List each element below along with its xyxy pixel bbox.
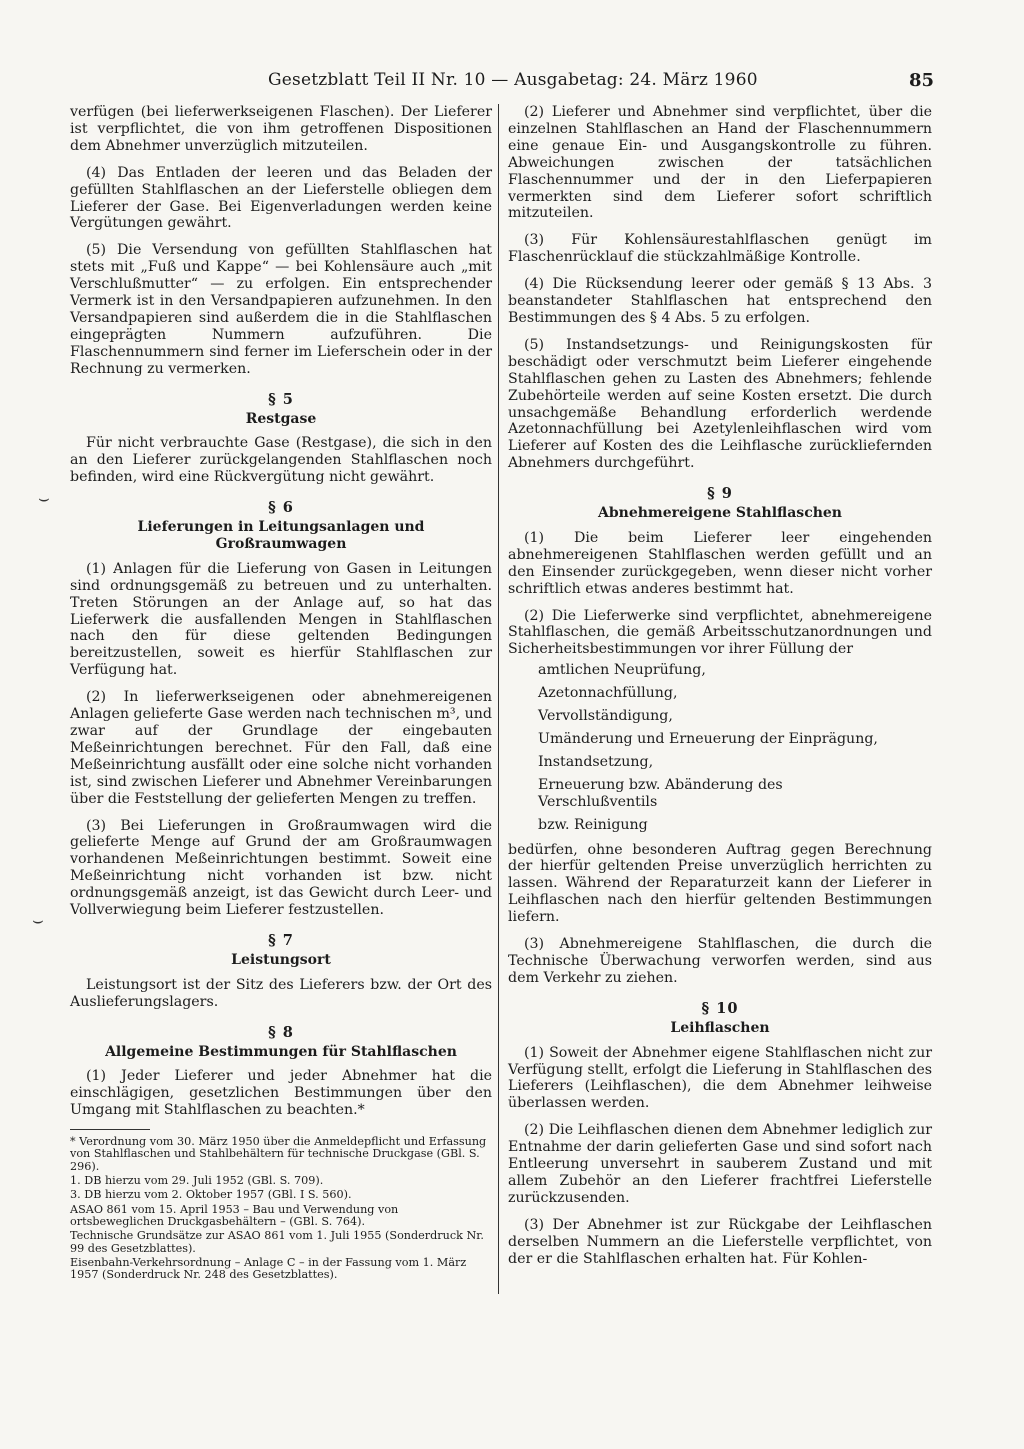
repair-list bbox=[538, 662, 932, 833]
section-number: § 6 bbox=[268, 499, 294, 517]
paragraph: verfügen (bei lieferwerkseigenen Flaschen). Der Lieferer ist verpflichtet, die von ihm getroffenen Dispositionen dem Abnehmer unverzüglich mitzuteilen. bbox=[70, 104, 492, 154]
footnote: 3. DB hierzu vom 2. Oktober 1957 (GBl. I S. 560). bbox=[70, 1188, 352, 1202]
section-title: Leistungsort bbox=[231, 951, 331, 968]
list-item: Azetonnachfüllung, bbox=[538, 685, 678, 702]
list-item: amtlichen Neuprüfung, bbox=[538, 662, 706, 679]
paragraph: (2) Die Leihflaschen dienen dem Abnehmer lediglich zur Entnahme der darin gelieferten Gase und sind sofort nach Entleerung unversehrt in sauberem Zustand und mit allem Zubehör an den Lieferer frachtfrei Lieferstelle zurückzusenden. bbox=[508, 1122, 932, 1206]
page-header bbox=[0, 70, 1024, 94]
paragraph: (1) Anlagen für die Lieferung von Gasen in Leitungen sind ordnungsgemäß zu betreuen und zu unterhalten. Treten Störungen an der Anlage auf, so hat das Lieferwerk die ausfallenden Mengen in Stahlflaschen nach den für diese geltenden Bedingungen bereitzustellen, soweit es hierfür Stahlflaschen zur Verfügung hat. bbox=[70, 560, 492, 679]
right-column bbox=[508, 104, 932, 1277]
paragraph: (1) Die beim Lieferer leer eingehenden abnehmereigenen Stahlflaschen werden gefüllt und an den Einsender zurückgegeben, wenn dieser nicht vorher schriftlich etwas anderes bestimmt hat. bbox=[508, 529, 932, 597]
paragraph: (5) Instandsetzungs- und Reinigungskosten für beschädigt oder verschmutzt beim Lieferer eingehende Stahlflaschen gehen zu Lasten des Abnehmers; fehlende Zubehörteile werden auf seine Kosten ersetzt. Die durch unsachgemäße Behandlung erforderlich werdende Azetonnachfüllung bei Azetylenleihflaschen wird vom Lieferer auf Kosten des die Leihflasche zurückliefernden Abnehmers durchgeführt. bbox=[508, 336, 932, 472]
margin-mark: ⌣ bbox=[38, 488, 50, 509]
section-number: § 7 bbox=[268, 931, 294, 949]
paragraph: (2) Lieferer und Abnehmer sind verpflichtet, über die einzelnen Stahlflaschen an Hand der Flaschennummern eine genaue Ein- und Ausgangskontrolle zu führen. Abweichungen zwischen der tatsächlichen Flaschennummer und der in den Lieferpapieren vermerkten sind dem Lieferer sofort schriftlich mitzuteilen. bbox=[508, 104, 932, 222]
paragraph: (2) In lieferwerkseigenen oder abnehmereigenen Anlagen gelieferte Gase werden nach technischen m³, und zwar auf der Grundlage der eingebauten Meßeinrichtungen berechnet. Für den Fall, daß eine Meßeinrichtung ausfällt oder eine solche nicht vorhanden ist, sind zwischen Lieferer und Abnehmer Vereinbarungen über die Feststellung der gelieferten Mengen zu treffen. bbox=[70, 689, 492, 807]
footnote: ASAO 861 vom 15. April 1953 – Bau und Verwendung von ortsbeweglichen Druckgasbehältern – (GBl. S. 764). bbox=[70, 1202, 399, 1228]
section-title: Lieferungen in Leitungsanlagen und Großraumwagen bbox=[137, 519, 425, 552]
section-title: Allgemeine Bestimmungen für Stahlflaschen bbox=[105, 1043, 457, 1060]
footnote: 1. DB hierzu vom 29. Juli 1952 (GBl. S. 709). bbox=[70, 1174, 324, 1188]
list-item: Umänderung und Erneuerung der Einprägung, bbox=[538, 731, 878, 747]
paragraph: bedürfen, ohne besonderen Auftrag gegen Berechnung der hierfür geltenden Preise unverzüglich herrichten zu lassen. Während der Reparaturzeit kann der Lieferer in Leihflaschen nach den hierfür geltenden Bestimmungen liefern. bbox=[508, 841, 932, 926]
paragraph: (4) Die Rücksendung leerer oder gemäß § 13 Abs. 3 beanstandeter Stahlflaschen hat entsprechend den Bestimmungen des § 4 Abs. 5 zu erfolgen. bbox=[508, 276, 932, 326]
paragraph: Für nicht verbrauchte Gase (Restgase), die sich in den an den Lieferer zurückgelangenden Stahlflaschen noch befinden, wird eine Rückvergütung nicht gewährt. bbox=[70, 435, 492, 486]
section-number: § 8 bbox=[268, 1023, 294, 1041]
section-title: Abnehmereigene Stahlflaschen bbox=[598, 505, 842, 522]
list-item: Erneuerung bzw. Abänderung des Verschlußventils bbox=[538, 776, 783, 810]
paragraph: Leistungsort ist der Sitz des Lieferers bzw. der Ort des Auslieferungslagers. bbox=[70, 976, 492, 1010]
paragraph: (1) Jeder Lieferer und jeder Abnehmer hat die einschlägigen, gesetzlichen Bestimmungen über den Umgang mit Stahlflaschen zu beachten.* bbox=[70, 1068, 492, 1119]
section-number: § 10 bbox=[701, 999, 739, 1017]
list-item: Vervollständigung, bbox=[538, 708, 673, 725]
paragraph: (3) Bei Lieferungen in Großraumwagen wird die gelieferte Menge auf Grund der am Großraumwagen vorhandenen Meßeinrichtungen bestimmt. Soweit eine Meßeinrichtung nicht vorhanden ist bzw. nicht ordnungsgemäß anzeigt, ist das Gewicht durch Leer- und Vollverwiegung beim Lieferer festzustellen. bbox=[70, 817, 492, 919]
footnote: Eisenbahn-Verkehrsordnung – Anlage C – in der Fassung vom 1. März 1957 (Sonderdruck Nr. 248 des Gesetzblattes). bbox=[70, 1255, 467, 1282]
section-number: § 9 bbox=[707, 485, 733, 503]
paragraph: (1) Soweit der Abnehmer eigene Stahlflaschen nicht zur Verfügung stellt, erfolgt die Lieferung in Stahlflaschen des Lieferers (Leihflaschen), die dem Abnehmer leihweise überlassen werden. bbox=[508, 1044, 932, 1112]
footnote-rule bbox=[70, 1129, 150, 1130]
header-title: Gesetzblatt Teil II Nr. 10 — Ausgabetag: 24. März 1960 bbox=[268, 70, 758, 90]
paragraph: (2) Die Lieferwerke sind verpflichtet, abnehmereigene Stahlflaschen, die gemäß Arbeitsschutzanordnungen und Sicherheitsbestimmungen vor ihrer Füllung der bbox=[508, 607, 932, 658]
footnotes bbox=[70, 1136, 492, 1281]
margin-mark: ⌣ bbox=[32, 910, 44, 931]
left-column bbox=[70, 104, 492, 1283]
paragraph: (3) Für Kohlensäurestahlflaschen genügt im Flaschenrücklauf die stückzahlmäßige Kontrolle. bbox=[508, 232, 932, 266]
section-number: § 5 bbox=[268, 390, 294, 408]
paragraph: (3) Der Abnehmer ist zur Rückgabe der Leihflaschen derselben Nummern an die Lieferstelle verpflichtet, von der er die Stahlflaschen erhalten hat. Für Kohlen- bbox=[508, 1216, 932, 1267]
section-title: Restgase bbox=[245, 410, 317, 427]
page-number: 85 bbox=[908, 70, 934, 91]
footnote: * Verordnung vom 30. März 1950 über die Anmeldepflicht und Erfassung von Stahlflaschen und Stahlbehältern für technische Druckgase (GBl. S. 296). bbox=[70, 1135, 487, 1173]
list-item: Instandsetzung, bbox=[538, 753, 654, 770]
footnote: Technische Grundsätze zur ASAO 861 vom 1. Juli 1955 (Sonderdruck Nr. 99 des Gesetzblattes). bbox=[70, 1229, 484, 1255]
paragraph: (3) Abnehmereigene Stahlflaschen, die durch die Technische Überwachung verworfen werden, sind aus dem Verkehr zu ziehen. bbox=[508, 936, 932, 986]
section-title: Leihflaschen bbox=[670, 1019, 770, 1036]
list-item: bzw. Reinigung bbox=[538, 816, 648, 833]
paragraph: (5) Die Versendung von gefüllten Stahlflaschen hat stets mit „Fuß und Kappe“ — bei Kohlensäure auch „mit Verschlußmutter“ — zu erfolgen. Ein entsprechender Vermerk ist in den Versandpapieren aufzunehmen. In den Versandpapieren sind außerdem die in die Stahlflaschen eingeprägten Nummern aufzuführen. Die Flaschennummern sind ferner im Lieferschein oder in der Rechnung zu vermerken. bbox=[70, 242, 492, 377]
paragraph: (4) Das Entladen der leeren und das Beladen der gefüllten Stahlflaschen an der Lieferstelle obliegen dem Lieferer der Gase. Bei Eigenverladungen werden keine Vergütungen gewährt. bbox=[70, 164, 492, 232]
